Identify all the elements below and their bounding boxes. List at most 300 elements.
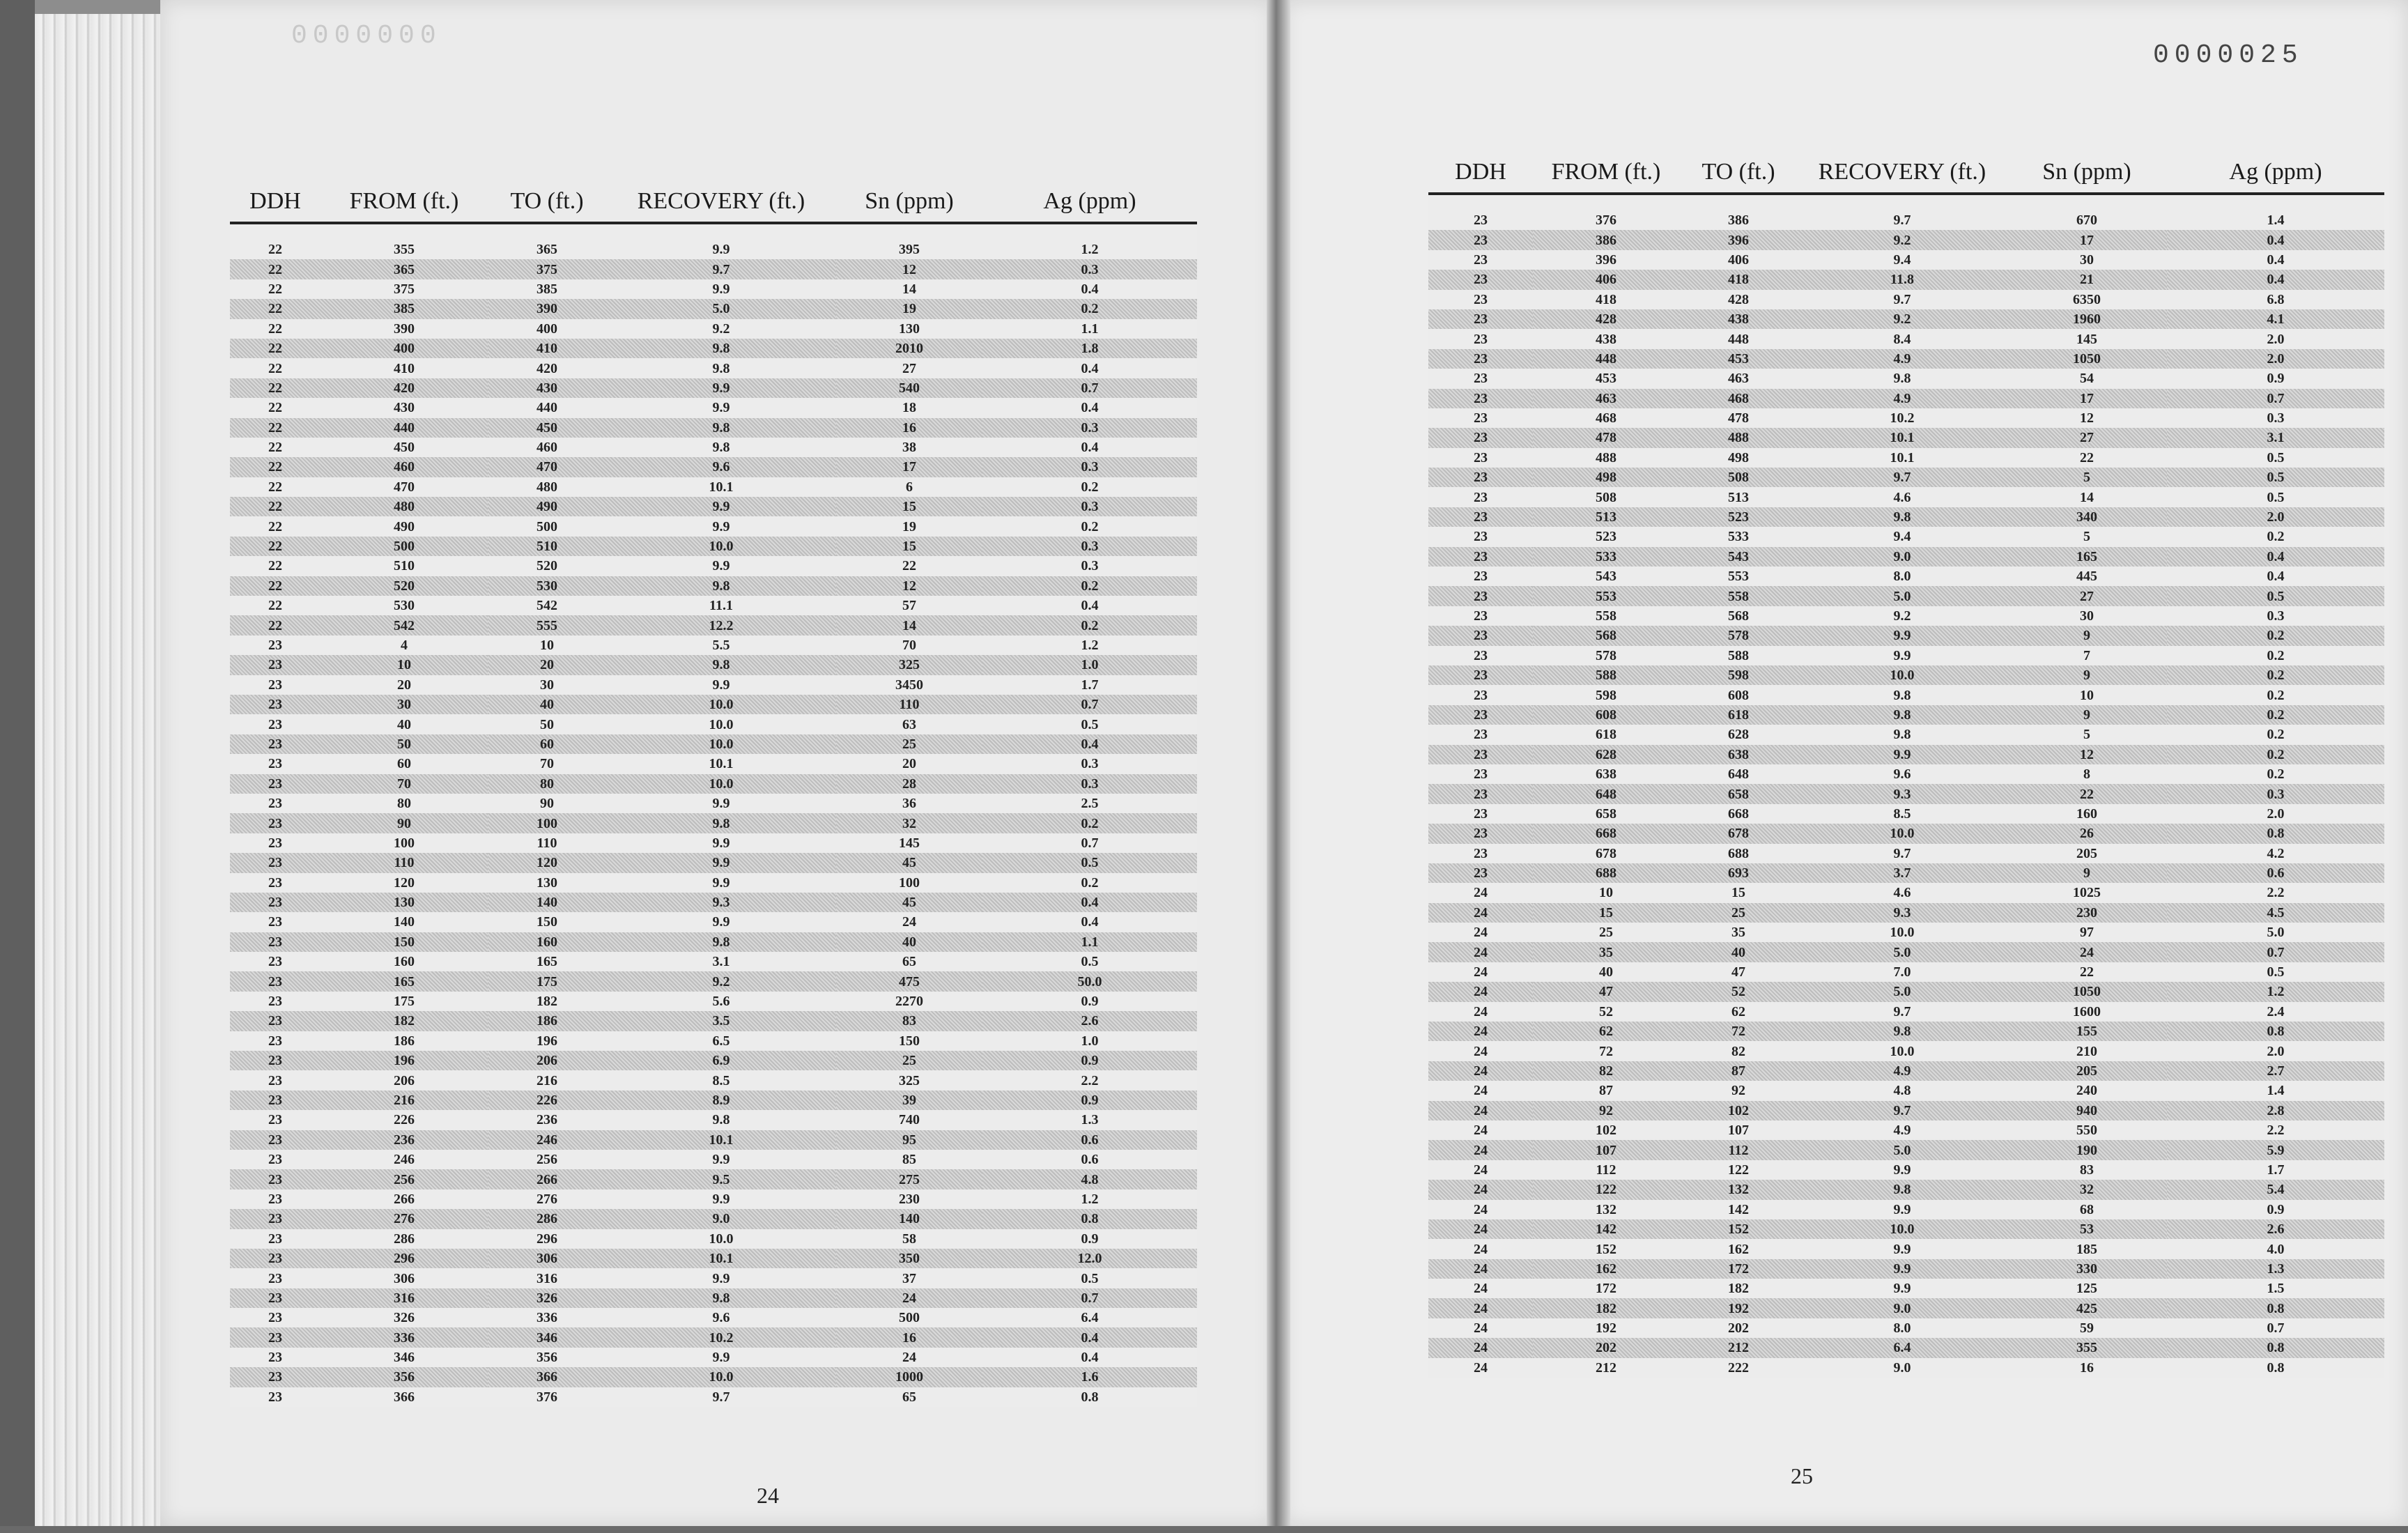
cell-sn: 19 [836,516,982,536]
cell-recovery: 9.9 [1798,1239,2007,1258]
cell-recovery: 10.2 [606,1327,836,1347]
cell-ag: 2.2 [2167,1120,2384,1140]
cell-from: 150 [321,932,488,952]
cell-to: 212 [1679,1338,1798,1357]
cell-ddh: 24 [1428,1002,1533,1022]
cell-sn: 16 [836,1327,982,1347]
cell-sn: 17 [836,457,982,477]
cell-recovery: 9.8 [606,1110,836,1130]
table-row [230,714,1197,734]
cell-recovery: 9.7 [1798,1002,2007,1022]
cell-recovery: 6.5 [606,1031,836,1051]
cell-ddh: 23 [1428,685,1533,704]
table-row [1428,863,2384,883]
table-row [230,1249,1197,1268]
cell-recovery: 9.8 [606,932,836,952]
cell-from: 4 [321,635,488,655]
cell-recovery: 8.5 [606,1070,836,1090]
cell-sn: 27 [2007,586,2167,606]
cell-ag: 0.3 [982,418,1197,438]
cell-ddh: 23 [230,952,321,971]
cell-from: 468 [1533,408,1679,428]
cell-recovery: 9.7 [1798,290,2007,309]
cell-sn: 65 [836,1387,982,1407]
cell-recovery: 4.6 [1798,487,2007,507]
cell-ddh: 23 [230,1189,321,1209]
cell-ddh: 23 [1428,487,1533,507]
cell-recovery: 9.4 [1798,250,2007,270]
cell-from: 658 [1533,804,1679,824]
table-row [230,1051,1197,1070]
cell-to: 216 [488,1070,606,1090]
cell-ag: 0.2 [2167,527,2384,546]
cell-from: 608 [1533,705,1679,725]
cell-ddh: 22 [230,537,321,556]
table-row [230,635,1197,655]
col-recovery: RECOVERY (ft.) [606,188,836,223]
cell-from: 10 [321,655,488,675]
scanner-bed-left [0,0,35,1533]
cell-ddh: 23 [1428,567,1533,586]
cell-to: 568 [1679,606,1798,626]
cell-sn: 97 [2007,923,2167,942]
cell-sn: 165 [2007,547,2167,567]
cell-recovery: 9.0 [1798,1358,2007,1378]
right-table-body [1428,194,2384,1378]
cell-ag: 4.2 [2167,844,2384,863]
table-row [1428,903,2384,923]
cell-recovery: 10.0 [1798,1219,2007,1239]
cell-ddh: 23 [1428,408,1533,428]
cell-recovery: 6.4 [1798,1338,2007,1357]
cell-ddh: 23 [1428,784,1533,803]
cell-ddh: 23 [230,1387,321,1407]
cell-from: 396 [1533,250,1679,270]
table-row [230,596,1197,615]
cell-recovery: 9.0 [1798,547,2007,567]
table-row [1428,685,2384,704]
table-row [230,813,1197,833]
cell-ag: 0.2 [982,615,1197,635]
cell-ag: 0.5 [2167,448,2384,468]
cell-recovery: 10.0 [1798,665,2007,685]
cell-to: 122 [1679,1160,1798,1180]
cell-ddh: 23 [1428,745,1533,764]
cell-sn: 83 [836,1011,982,1031]
cell-to: 678 [1679,824,1798,843]
cell-ddh: 23 [230,813,321,833]
table-row [1428,230,2384,249]
table-row [230,299,1197,318]
cell-sn: 355 [2007,1338,2167,1357]
cell-from: 216 [321,1091,488,1110]
cell-from: 406 [1533,270,1679,289]
cell-ddh: 23 [1428,369,1533,388]
cell-ag: 0.4 [2167,547,2384,567]
cell-sn: 5 [2007,725,2167,744]
cell-from: 410 [321,358,488,378]
cell-sn: 65 [836,952,982,971]
cell-to: 62 [1679,1002,1798,1022]
cell-to: 276 [488,1189,606,1209]
cell-recovery: 10.0 [606,1229,836,1249]
cell-to: 542 [488,596,606,615]
cell-recovery: 10.0 [606,774,836,794]
cell-from: 480 [321,497,488,516]
cell-to: 420 [488,358,606,378]
cell-from: 376 [1533,210,1679,230]
cell-ag: 0.8 [982,1387,1197,1407]
cell-ddh: 24 [1428,1239,1533,1258]
cell-sn: 1050 [2007,982,2167,1001]
cell-from: 10 [1533,883,1679,902]
cell-recovery: 9.0 [1798,1298,2007,1318]
cell-recovery: 10.0 [1798,1041,2007,1061]
cell-sn: 22 [836,556,982,576]
cell-ddh: 22 [230,615,321,635]
cell-recovery: 9.8 [1798,369,2007,388]
cell-sn: 740 [836,1110,982,1130]
cell-ddh: 23 [230,675,321,695]
cell-ag: 0.2 [982,516,1197,536]
cell-ddh: 22 [230,596,321,615]
table-row [1428,824,2384,843]
table-row [1428,210,2384,230]
cell-ddh: 24 [1428,942,1533,962]
cell-sn: 16 [2007,1358,2167,1378]
cell-from: 346 [321,1348,488,1367]
cell-ag: 0.3 [982,754,1197,773]
table-row [230,556,1197,576]
table-row [1428,626,2384,645]
table-row [1428,1022,2384,1041]
cell-from: 92 [1533,1101,1679,1120]
cell-from: 463 [1533,389,1679,408]
cell-ddh: 23 [1428,290,1533,309]
cell-ddh: 24 [1428,1318,1533,1338]
cell-recovery: 9.9 [1798,1259,2007,1279]
cell-recovery: 9.9 [606,279,836,299]
cell-sn: 59 [2007,1318,2167,1338]
scanner-bed-bottom [0,1526,2408,1533]
cell-to: 468 [1679,389,1798,408]
table-row [1428,290,2384,309]
cell-ddh: 23 [230,794,321,813]
cell-from: 246 [321,1150,488,1169]
cell-ddh: 24 [1428,962,1533,982]
cell-to: 266 [488,1169,606,1189]
cell-from: 266 [321,1189,488,1209]
cell-from: 523 [1533,527,1679,546]
cell-to: 396 [1679,230,1798,249]
cell-sn: 17 [2007,230,2167,249]
cell-to: 510 [488,537,606,556]
cell-to: 120 [488,853,606,872]
cell-to: 112 [1679,1140,1798,1160]
cell-to: 453 [1679,349,1798,369]
cell-to: 385 [488,279,606,299]
cell-ag: 1.7 [2167,1160,2384,1180]
cell-from: 390 [321,319,488,339]
cell-recovery: 9.8 [1798,507,2007,527]
cell-from: 276 [321,1209,488,1228]
cell-ddh: 23 [230,1110,321,1130]
cell-from: 152 [1533,1239,1679,1258]
table-row [1428,1219,2384,1239]
cell-sn: 68 [2007,1200,2167,1219]
cell-from: 513 [1533,507,1679,527]
cell-sn: 24 [836,912,982,932]
table-row [230,853,1197,872]
table-row [1428,349,2384,369]
cell-sn: 130 [836,319,982,339]
cell-ddh: 23 [230,992,321,1011]
col-ddh: DDH [230,188,321,223]
cell-ddh: 23 [1428,507,1533,527]
col-to: TO (ft.) [488,188,606,223]
cell-ag: 0.2 [982,576,1197,596]
cell-to: 40 [1679,942,1798,962]
cell-recovery: 8.0 [1798,1318,2007,1338]
cell-to: 533 [1679,527,1798,546]
cell-sn: 32 [2007,1180,2167,1199]
cell-sn: 9 [2007,626,2167,645]
cell-from: 326 [321,1308,488,1327]
table-row [230,1348,1197,1367]
cell-recovery: 3.7 [1798,863,2007,883]
cell-to: 376 [488,1387,606,1407]
cell-recovery: 5.0 [1798,1140,2007,1160]
cell-sn: 14 [836,279,982,299]
cell-ddh: 23 [1428,804,1533,824]
cell-from: 40 [1533,962,1679,982]
cell-to: 498 [1679,448,1798,468]
cell-sn: 12 [836,259,982,279]
table-row [230,339,1197,358]
cell-ag: 0.4 [982,358,1197,378]
cell-recovery: 10.1 [606,754,836,773]
cell-ddh: 23 [1428,230,1533,249]
cell-from: 165 [321,971,488,991]
cell-ddh: 23 [1428,705,1533,725]
cell-ddh: 24 [1428,1298,1533,1318]
table-row [230,457,1197,477]
cell-ag: 0.3 [2167,606,2384,626]
table-row [1428,942,2384,962]
cell-ag: 0.4 [982,438,1197,457]
table-row [230,1327,1197,1347]
cell-ddh: 24 [1428,1200,1533,1219]
table-row [1428,428,2384,447]
cell-from: 440 [321,418,488,438]
cell-ddh: 23 [230,754,321,773]
cell-ag: 0.9 [982,1229,1197,1249]
cell-to: 25 [1679,903,1798,923]
cell-from: 110 [321,853,488,872]
cell-ag: 0.7 [2167,942,2384,962]
table-row [1428,1298,2384,1318]
cell-recovery: 9.0 [606,1209,836,1228]
cell-sn: 210 [2007,1041,2167,1061]
cell-recovery: 9.6 [1798,764,2007,784]
cell-sn: 445 [2007,567,2167,586]
cell-sn: 155 [2007,1022,2167,1041]
cell-from: 542 [321,615,488,635]
cell-recovery: 3.1 [606,952,836,971]
table-row [1428,487,2384,507]
table-row [1428,1081,2384,1100]
cell-ddh: 23 [1428,547,1533,567]
cell-to: 90 [488,794,606,813]
right-page-number: 25 [1791,1463,1813,1488]
cell-to: 246 [488,1130,606,1150]
cell-recovery: 9.9 [1798,1160,2007,1180]
cell-ddh: 24 [1428,903,1533,923]
cell-ag: 0.5 [982,853,1197,872]
cell-sn: 24 [836,1348,982,1367]
cell-recovery: 10.0 [606,695,836,714]
col-ag: Ag (ppm) [2167,159,2384,194]
cell-recovery: 9.3 [1798,903,2007,923]
cell-to: 365 [488,240,606,259]
table-row [1428,1101,2384,1120]
cell-to: 688 [1679,844,1798,863]
cell-to: 460 [488,438,606,457]
cell-ag: 2.5 [982,794,1197,813]
table-row [230,992,1197,1011]
cell-from: 688 [1533,863,1679,883]
cell-from: 50 [321,734,488,754]
cell-from: 375 [321,279,488,299]
table-row [230,971,1197,991]
cell-recovery: 9.7 [1798,844,2007,863]
cell-ddh: 22 [230,576,321,596]
table-row [230,259,1197,279]
cell-to: 578 [1679,626,1798,645]
cell-ag: 0.5 [2167,586,2384,606]
cell-ddh: 23 [1428,863,1533,883]
cell-ag: 0.3 [2167,408,2384,428]
cell-from: 638 [1533,764,1679,784]
cell-to: 438 [1679,309,1798,329]
cell-recovery: 6.9 [606,1051,836,1070]
cell-ag: 0.3 [2167,784,2384,803]
table-row [1428,250,2384,270]
cell-sn: 17 [2007,389,2167,408]
cell-recovery: 9.8 [1798,1022,2007,1041]
table-row [1428,1279,2384,1298]
cell-to: 478 [1679,408,1798,428]
cell-ddh: 22 [230,418,321,438]
cell-to: 70 [488,754,606,773]
cell-to: 406 [1679,250,1798,270]
cell-from: 355 [321,240,488,259]
cell-ag: 1.1 [982,932,1197,952]
cell-ag: 0.5 [2167,962,2384,982]
cell-to: 87 [1679,1061,1798,1081]
cell-recovery: 9.9 [606,240,836,259]
table-row [1428,547,2384,567]
cell-sn: 425 [2007,1298,2167,1318]
cell-ag: 1.4 [2167,210,2384,230]
cell-sn: 340 [2007,507,2167,527]
cell-recovery: 9.9 [606,675,836,695]
cell-ag: 0.6 [982,1150,1197,1169]
table-row [1428,567,2384,586]
cell-recovery: 9.9 [606,912,836,932]
cell-ddh: 24 [1428,1279,1533,1298]
cell-to: 693 [1679,863,1798,883]
left-doc-number: 0000000 [291,21,442,51]
cell-recovery: 10.1 [1798,428,2007,447]
cell-ddh: 23 [1428,824,1533,843]
table-row [1428,1061,2384,1081]
cell-ddh: 23 [1428,329,1533,348]
cell-from: 578 [1533,646,1679,665]
cell-ag: 0.4 [982,1348,1197,1367]
cell-sn: 12 [2007,745,2167,764]
cell-recovery: 4.9 [1798,1120,2007,1140]
cell-sn: 395 [836,240,982,259]
cell-recovery: 9.7 [1798,1101,2007,1120]
table-row [1428,606,2384,626]
table-row [1428,844,2384,863]
col-from: FROM (ft.) [1533,159,1679,194]
cell-ag: 2.8 [2167,1101,2384,1120]
cell-ddh: 23 [230,635,321,655]
cell-ag: 0.8 [2167,1358,2384,1378]
cell-ddh: 23 [230,1249,321,1268]
cell-ddh: 22 [230,497,321,516]
cell-to: 186 [488,1011,606,1031]
cell-from: 450 [321,438,488,457]
cell-ag: 1.6 [982,1367,1197,1387]
cell-ddh: 23 [1428,210,1533,230]
cell-to: 555 [488,615,606,635]
cell-recovery: 9.9 [1798,1200,2007,1219]
stacked-page-edges [35,14,167,1526]
cell-to: 520 [488,556,606,576]
cell-ag: 0.2 [2167,685,2384,704]
table-row [1428,586,2384,606]
cell-ag: 0.2 [2167,725,2384,744]
cell-sn: 350 [836,1249,982,1268]
table-row [1428,329,2384,348]
cell-from: 30 [321,695,488,714]
cell-ddh: 23 [230,1367,321,1387]
cell-ddh: 24 [1428,1358,1533,1378]
cell-ddh: 23 [230,873,321,893]
cell-to: 440 [488,398,606,417]
table-row [1428,369,2384,388]
cell-ddh: 23 [1428,468,1533,487]
cell-ddh: 23 [230,1091,321,1110]
cell-ag: 0.4 [982,734,1197,754]
cell-ddh: 23 [230,912,321,932]
cell-from: 668 [1533,824,1679,843]
cell-ag: 2.0 [2167,329,2384,348]
cell-from: 498 [1533,468,1679,487]
cell-to: 588 [1679,646,1798,665]
cell-to: 80 [488,774,606,794]
table-row [1428,1120,2384,1140]
cell-from: 508 [1533,487,1679,507]
right-doc-number: 0000025 [2153,40,2303,70]
cell-recovery: 9.9 [1798,1279,2007,1298]
cell-recovery: 10.2 [1798,408,2007,428]
cell-from: 15 [1533,903,1679,923]
table-row [230,1189,1197,1209]
